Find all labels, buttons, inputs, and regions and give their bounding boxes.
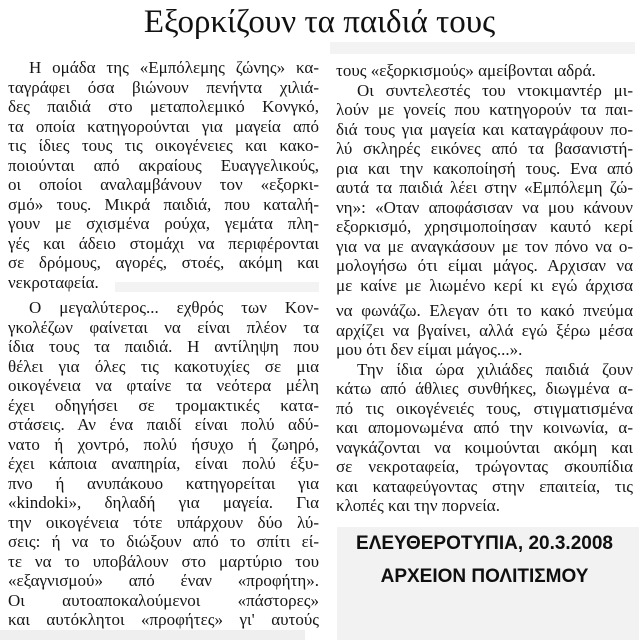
text-line: για να με αναγκάσουν με τον πόνο να ο- (336, 236, 633, 256)
text-line: πνο ή ανυπάκουο κατηγορείται για (8, 473, 319, 493)
text-line: Η ομάδα της «Εμπόλεμης ζώνης» κα- (29, 58, 319, 77)
scan-artifact-bottom-left (0, 630, 305, 640)
text-line: Την ίδια ώρα χιλιάδες παιδιά ζουν (357, 359, 633, 379)
text-line: αρχίζει να βγαίνει, αλλά εγώ ξέρω μέσα (336, 320, 633, 340)
text-line: και αυτόκλητοι «προφήτες» γι' αυτούς (8, 610, 319, 629)
text-line: ίδια τους τα παιδιά. Η αντίληψη που (8, 337, 319, 356)
text-line: θέλει για όλες τις κακοτυχίες σε μια (8, 356, 319, 376)
text-line: στάσεις. Αν ένα παιδί είναι πολύ αδύ- (8, 415, 319, 434)
text-line: Οι αυτοαποκαλούμενοι «πάστορες» (8, 590, 319, 610)
text-line: ναγκάζονται να κοιμούνται ακόμη και (336, 437, 633, 457)
text-line: κλοπές και την πορνεία. (336, 496, 500, 515)
text-line: ταγράφει όσα βιώνουν πενήντα χιλιά- (8, 77, 319, 97)
text-line: νατο ή χοντρό, πολύ ήσυχο ή ζωηρό, (8, 434, 319, 454)
text-line: αυτά τα παιδιά λέει στην «Εμπόλεμη ζώ- (336, 178, 633, 197)
text-line: τε να το υποβάλουν στο μαρτύριο του (8, 551, 319, 571)
text-line: νεκροταφεία. (8, 272, 99, 292)
text-line: να φωνάζω. Ελεγαν ότι το κακό πνεύμα (336, 301, 633, 320)
article-column-right (336, 61, 633, 516)
text-line: την οικογένεια τότε υπάρχουν δύο λύ- (8, 512, 319, 532)
archive-credit: ΑΡΧΕΙΟΝ ΠΟΛΙΤΙΣΜΟΥ (380, 566, 589, 587)
text-line: ρια και την κακοποίησή τους. Ενα από (336, 158, 633, 178)
text-line: έχει οδηγήσει σε τρομακτικές κατα- (8, 395, 319, 415)
text-line: μου ότι δεν είμαι μάγος...». (336, 340, 523, 359)
text-line: οι οποίοι αναλαμβάνουν τον «εξορκι- (8, 175, 319, 194)
text-line: «kindoki», δηλαδή για μαγεία. Για (8, 493, 319, 512)
text-line: σε δρόμους, αγορές, στοές, ακόμη και (8, 253, 319, 272)
text-line: λύ σκληρές εικόνες από τα βασανιστή- (336, 139, 633, 158)
text-line: δες παιδιά στο μεταπολεμικό Κονγκό, (8, 97, 319, 116)
text-line: τους «εξορκισμούς» αμείβονται αδρά. (336, 61, 596, 80)
text-line: πό τις οικογένειές τους, στιγματισμένα (336, 398, 633, 418)
article-footer (336, 534, 633, 587)
text-line: νη»: «Οταν αποφάσισαν να μου κάνουν (336, 197, 633, 217)
text-line: και καταφεύγοντας στην επαιτεία, τις (336, 476, 633, 496)
article-column-left (8, 58, 319, 630)
text-line: λούν με γονείς που κατηγορούν τα παι- (336, 100, 633, 119)
text-line: γές και άδειο στομάχι να περιφέρονται (8, 233, 319, 253)
text-line: γουν με σχισμένα ρούχα, γεμάτα πλη- (8, 214, 319, 233)
text-line: ποιούνται από ακραίους Ευαγγελικούς, (8, 155, 319, 175)
text-line: Οι συντελεστές του ντοκιμαντέρ μι- (357, 80, 633, 100)
article-title: Εξορκίζουν τα παιδιά τους (143, 4, 496, 40)
text-line: σμό» τους. Μικρά παιδιά, που καταλή- (8, 194, 319, 214)
text-line: σεις: ή να το διώξουν από το σπίτι εί- (8, 532, 319, 551)
text-line: έχει κάποια αναπηρία, είναι πολύ έξυ- (8, 454, 319, 473)
text-line: Ο μεγαλύτερος... εχθρός των Κον- (29, 298, 319, 317)
text-line: εξορκισμό, χρησιμοποίησαν καυτό κερί (336, 217, 633, 236)
text-line: μολογήσω ότι είμαι μάγος. Αρχισαν να (336, 256, 633, 275)
text-line: σε νεκροταφεία, τρώγοντας σκουπίδια (336, 457, 633, 476)
text-line: με καίνε με λιωμένο κερί κι εγώ άρχισα (336, 275, 633, 295)
text-line: διά τους για μαγεία και καταγράφουν πο- (336, 119, 633, 139)
source-citation: ΕΛΕΥΘΕΡΟΤΥΠΙΑ, 20.3.2008 (356, 533, 613, 554)
text-line: και απομονωμένα από την κοινωνία, α- (336, 418, 633, 437)
text-line: γκολέζων φαίνεται να είναι πλέον τα (8, 317, 319, 337)
text-line: κάτω από άθλιες συνθήκες, διωγμένα α- (336, 379, 633, 398)
text-line: τα οποία κατηγορούνται για μαγεία από (8, 116, 319, 136)
text-line: τις ίδιες τους τις οικογένειες και κακο- (8, 136, 319, 155)
text-line: οικογένεια να φταίνε τα νεότερα μέλη (8, 376, 319, 395)
text-line: «εξαγνισμού» από έναν «προφήτη». (8, 571, 319, 590)
scan-artifact-top-right (330, 42, 635, 54)
